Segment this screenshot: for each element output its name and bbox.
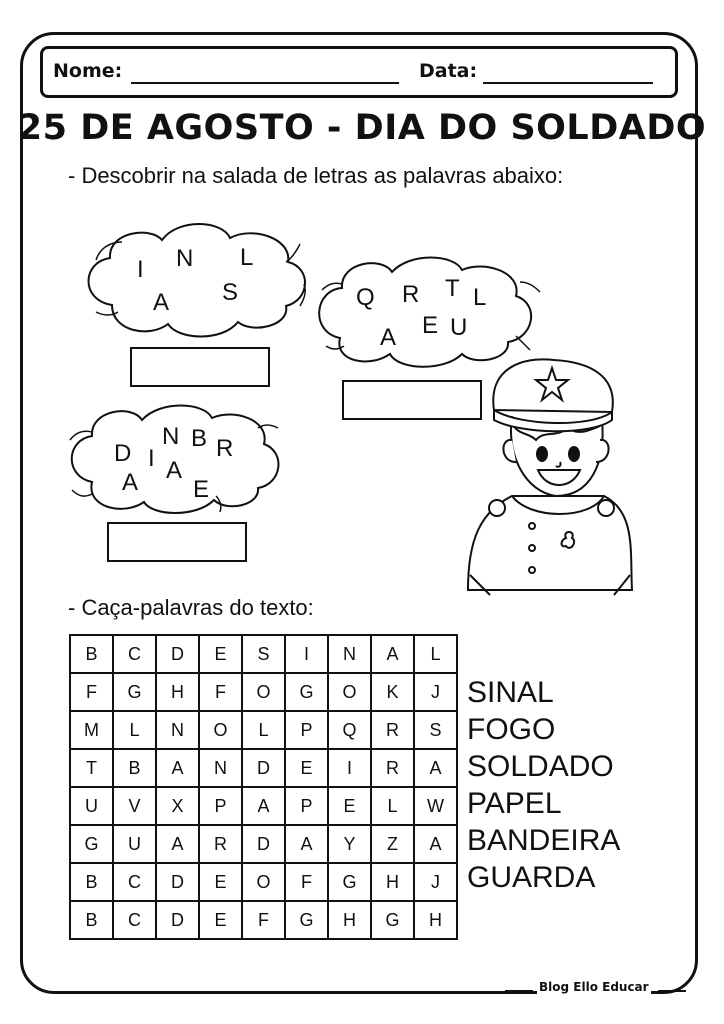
scramble-1-letter: I (137, 256, 144, 283)
word-list-item: GUARDA (467, 861, 596, 894)
word-list-item: SINAL (467, 676, 554, 709)
grid-cell[interactable]: I (285, 635, 328, 673)
grid-cell[interactable]: H (328, 901, 371, 939)
footer-line-right (658, 990, 686, 992)
grid-row (70, 749, 457, 787)
grid-cell[interactable]: S (414, 711, 457, 749)
grid-cell[interactable]: R (371, 711, 414, 749)
grid-cell[interactable]: G (285, 673, 328, 711)
grid-cell[interactable]: P (285, 787, 328, 825)
soldier-icon (468, 359, 632, 595)
grid-cell[interactable]: O (199, 711, 242, 749)
scramble-2-letter: A (380, 324, 397, 351)
grid-cell[interactable]: E (285, 749, 328, 787)
word-list-item: BANDEIRA (467, 824, 621, 857)
scramble-2-letter: T (445, 275, 460, 302)
grid-cell[interactable]: B (113, 749, 156, 787)
answer-box-2[interactable] (342, 380, 482, 420)
grid-cell[interactable]: F (242, 901, 285, 939)
scramble-1-letter: L (240, 244, 254, 271)
grid-cell[interactable]: L (371, 787, 414, 825)
grid-cell[interactable]: B (70, 863, 113, 901)
scramble-2-letter: R (402, 281, 420, 308)
grid-cell[interactable]: E (199, 901, 242, 939)
scramble-2-letter: Q (356, 284, 375, 311)
grid-cell[interactable]: H (156, 673, 199, 711)
word-search-grid (69, 634, 458, 940)
word-list-item: FOGO (467, 713, 556, 746)
grid-cell[interactable]: P (199, 787, 242, 825)
grid-row (70, 863, 457, 901)
grid-cell[interactable]: O (328, 673, 371, 711)
scramble-1-letter: A (153, 289, 170, 316)
grid-cell[interactable]: A (414, 825, 457, 863)
scramble-3-letter: A (166, 457, 183, 484)
grid-cell[interactable]: P (285, 711, 328, 749)
grid-cell[interactable]: G (371, 901, 414, 939)
name-label: Nome: (53, 60, 123, 82)
grid-cell[interactable]: G (113, 673, 156, 711)
grid-cell[interactable]: D (156, 863, 199, 901)
grid-cell[interactable]: D (156, 901, 199, 939)
date-label: Data: (419, 60, 478, 82)
grid-cell[interactable]: A (156, 749, 199, 787)
scramble-2-letter: L (473, 284, 487, 311)
answer-box-3[interactable] (107, 522, 247, 562)
scramble-3-letter: I (148, 445, 155, 472)
grid-cell[interactable]: D (242, 749, 285, 787)
grid-cell[interactable]: J (414, 863, 457, 901)
grid-cell[interactable]: Y (328, 825, 371, 863)
grid-cell[interactable]: K (371, 673, 414, 711)
grid-row (70, 901, 457, 939)
grid-cell[interactable]: M (70, 711, 113, 749)
word-list (467, 674, 620, 896)
grid-cell[interactable]: C (113, 863, 156, 901)
grid-cell[interactable]: L (113, 711, 156, 749)
grid-cell[interactable]: E (199, 635, 242, 673)
grid-cell[interactable]: O (242, 673, 285, 711)
footer-line-left (505, 990, 533, 992)
grid-cell[interactable]: A (242, 787, 285, 825)
instruction-wordsearch: - Caça-palavras do texto: (68, 595, 314, 620)
grid-cell[interactable]: A (371, 635, 414, 673)
grid-cell[interactable]: H (414, 901, 457, 939)
grid-cell[interactable]: A (156, 825, 199, 863)
grid-cell[interactable]: N (199, 749, 242, 787)
grid-cell[interactable]: S (242, 635, 285, 673)
grid-cell[interactable]: L (242, 711, 285, 749)
scramble-3-letter: A (122, 469, 139, 496)
scramble-3-letter: R (216, 435, 234, 462)
instruction-scramble: - Descobrir na salada de letras as palavras abaixo: (68, 163, 564, 188)
grid-cell[interactable]: F (70, 673, 113, 711)
grid-cell[interactable]: N (156, 711, 199, 749)
grid-cell[interactable]: X (156, 787, 199, 825)
scramble-1-letter: N (176, 245, 194, 272)
grid-cell[interactable]: B (70, 635, 113, 673)
grid-cell[interactable]: G (70, 825, 113, 863)
grid-cell[interactable]: Z (371, 825, 414, 863)
footer-credit: Blog Ello Educar (539, 980, 649, 994)
grid-cell[interactable]: E (199, 863, 242, 901)
grid-cell[interactable]: E (328, 787, 371, 825)
grid-cell[interactable]: A (285, 825, 328, 863)
grid-cell[interactable]: G (328, 863, 371, 901)
grid-cell[interactable]: N (328, 635, 371, 673)
grid-cell[interactable]: Q (328, 711, 371, 749)
scramble-1-letter: S (222, 279, 239, 306)
answer-box-1[interactable] (130, 347, 270, 387)
grid-cell[interactable]: O (242, 863, 285, 901)
grid-cell[interactable]: C (113, 901, 156, 939)
grid-cell[interactable]: T (70, 749, 113, 787)
grid-cell[interactable]: I (328, 749, 371, 787)
grid-row (70, 635, 457, 673)
scramble-3-letter: D (114, 440, 132, 467)
grid-row (70, 711, 457, 749)
grid-cell[interactable]: A (414, 749, 457, 787)
grid-cell[interactable]: F (199, 673, 242, 711)
scramble-2-letter: E (422, 312, 439, 339)
grid-cell[interactable]: B (70, 901, 113, 939)
page-title: 25 DE AGOSTO - DIA DO SOLDADO (17, 108, 707, 148)
grid-cell[interactable]: J (414, 673, 457, 711)
grid-cell[interactable]: D (156, 635, 199, 673)
grid-cell[interactable]: V (113, 787, 156, 825)
grid-row (70, 825, 457, 863)
grid-cell[interactable]: U (113, 825, 156, 863)
grid-cell[interactable]: H (371, 863, 414, 901)
grid-row (70, 673, 457, 711)
grid-row (70, 787, 457, 825)
scramble-3-letter: E (193, 476, 210, 503)
scramble-3-letter: B (191, 425, 208, 452)
grid-cell[interactable]: R (371, 749, 414, 787)
cloud-1-icon (89, 224, 306, 337)
scramble-3-letter: N (162, 423, 180, 450)
grid-cell[interactable]: G (285, 901, 328, 939)
grid-cell[interactable]: C (113, 635, 156, 673)
grid-cell[interactable]: W (414, 787, 457, 825)
grid-cell[interactable]: U (70, 787, 113, 825)
grid-cell[interactable]: R (199, 825, 242, 863)
word-list-item: SOLDADO (467, 750, 614, 783)
word-list-item: PAPEL (467, 787, 562, 820)
grid-cell[interactable]: L (414, 635, 457, 673)
grid-cell[interactable]: F (285, 863, 328, 901)
scramble-2-letter: U (450, 314, 468, 341)
grid-cell[interactable]: D (242, 825, 285, 863)
